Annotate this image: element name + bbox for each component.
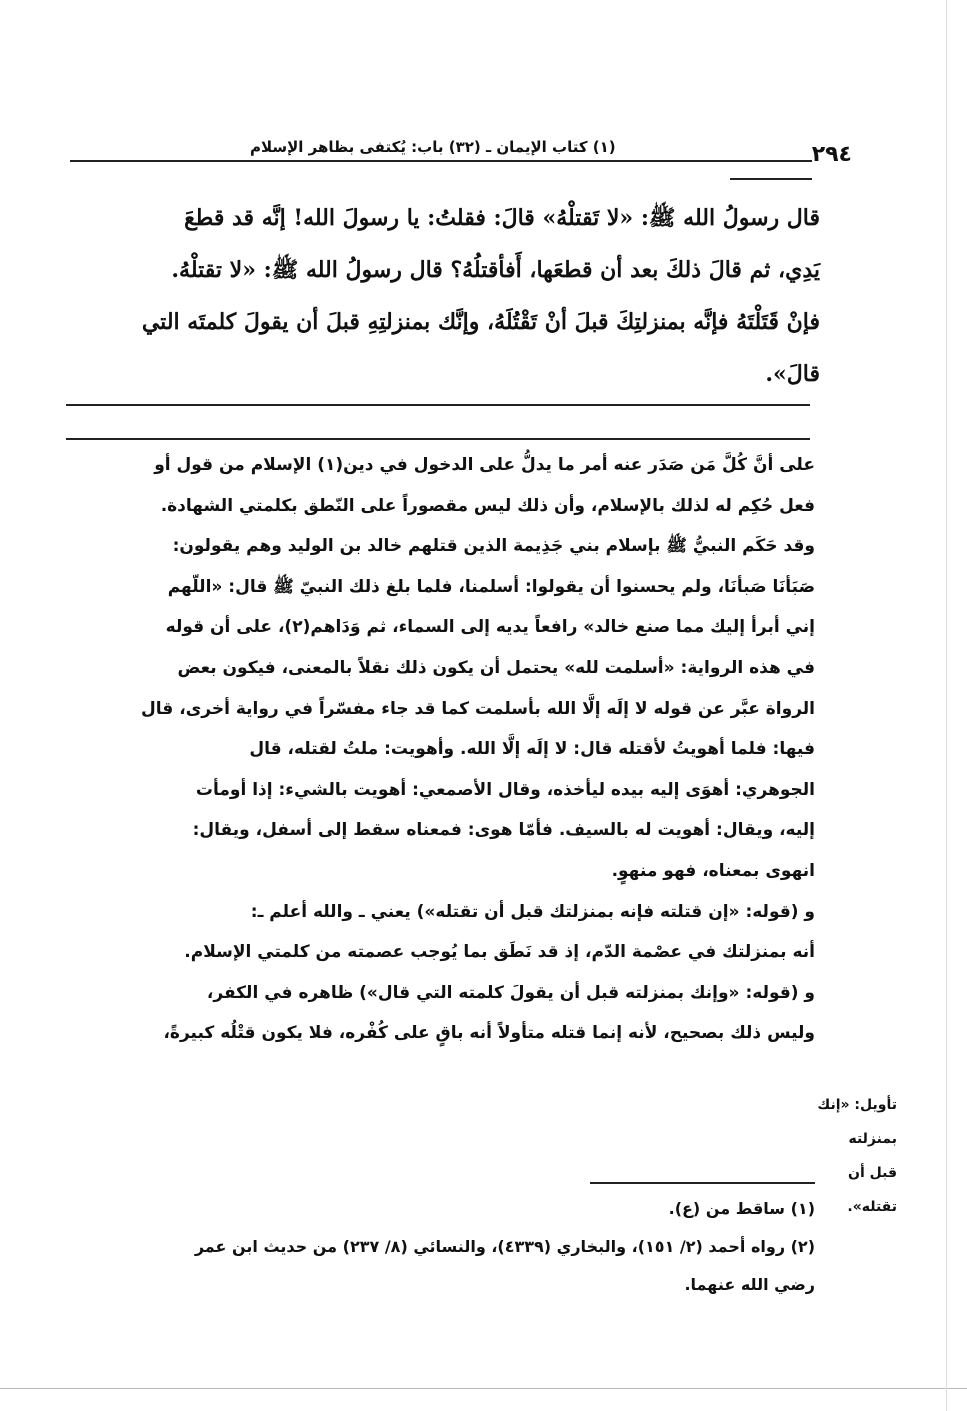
commentary-line: و (قوله: «إن قتلته فإنه بمنزلتك قبل أن تقتله») يعني ـ والله أعلم ـ: [250,901,815,922]
commentary-line: في هذه الرواية: «أسلمت لله» يحتمل أن يكون ذلك نقلاً بالمعنى، فيكون بعض [177,657,815,678]
margin-note-line: بمنزلته قبل أن [848,1131,897,1181]
margin-note-line: تقتله». [847,1199,897,1215]
commentary-line: على أنَّ كُلَّ مَن صَدَر عنه أمر ما يدلُّ على الدخول في دين(١) الإسلام من قول أو [154,455,815,475]
page-number: ٢٩٤ [811,142,852,167]
hadith-line: قال رسولُ الله ﷺ: «لا تَقتلْهُ» قالَ: فقلتُ: يا رسولَ الله! إنَّه قد قطعَ [184,205,820,231]
commentary [35,445,815,1054]
scan-edge-right [946,0,947,1411]
section-divider [66,438,810,440]
commentary-line: فعل حُكِم له لذلك بالإسلام، وأن ذلك ليس مقصوراً على النّطق بكلمتي الشهادة. [160,495,815,516]
commentary-line: وقد حَكَم النبيُّ ﷺ بإسلام بني جَذِيمة الذين قتلهم خالد بن الوليد وهم يقولون: [172,536,815,557]
hadith-line: قالَ». [765,361,820,387]
page-number-underline [730,178,812,180]
running-header [70,138,852,167]
margin-note [817,1088,897,1224]
hadith-text [60,192,820,400]
commentary-line: أنه بمنزلتك في عصْمة الدّم، إذ قد نَطَق بما يُوجب عصمته من كلمتي الإسلام. [184,942,815,963]
commentary-line: صَبَأنَا صَبأنَا، ولم يحسنوا أن يقولوا: أسلمنا، فلما بلغ ذلك النبيّ ﷺ قال: «اللّهم [167,576,815,597]
section-divider [66,404,810,406]
margin-note-line: تأويل: «إنك [817,1097,897,1113]
footnote-1: (١) ساقط من (ع). [668,1199,815,1218]
hadith-line: يَدِي، ثم قالَ ذلكَ بعد أن قطعَها، أَفأقتلُهُ؟ قال رسولُ الله ﷺ: «لا تقتلْهُ. [171,257,820,283]
commentary-line: فيها: فلما أهويتُ لأقتله قال: لا إلَه إلَّا الله. وأهويت: ملتُ لقتله، قال [249,739,815,760]
footnote-2-cont: رضي الله عنهما. [684,1275,815,1294]
commentary-line: الجوهري: أهوَى إليه بيده ليأخذه، وقال الأصمعي: أهويت بالشيء: إذا أومأت [195,779,815,800]
commentary-line: الرواة عبَّر عن قوله لا إلَه إلَّا الله بأسلمت كما قد جاء مفسّراً في رواية أخرى، قال [141,698,815,719]
commentary-line: انهوى بمعناه، فهو منهوٍ. [611,860,815,881]
header-rule [70,160,812,162]
commentary-line: إليه، ويقال: أهويت له بالسيف. فأمّا هوى: فمعناه سقط إلى أسفل، ويقال: [192,820,815,841]
scan-edge [0,1388,967,1389]
hadith-line: فإنْ قَتَلْتَهُ فإنَّه بمنزلتِكَ قبلَ أنْ تَقْتُلَهُ، وإنَّك بمنزلتِهِ قبلَ أن يقولَ كلمتَه التي [141,309,820,335]
footnote-rule [590,1182,815,1184]
header-title: (١) كتاب الإيمان ـ (٣٢) باب: يُكتفى بظاهر الإسلام [250,138,616,156]
footnote-2: (٢) رواه أحمد (٢/ ١٥١)، والبخاري (٤٣٣٩)، والنسائي (٨/ ٢٣٧) من حديث ابن عمر [194,1237,815,1256]
footnotes [40,1190,815,1304]
commentary-line: وليس ذلك بصحيح، لأنه إنما قتله متأولاً أنه باقٍ على كُفْره، فلا يكون قتْلُه كبيرةً، [163,1023,815,1044]
commentary-line: و (قوله: «وإنك بمنزلته قبل أن يقولَ كلمته التي قال») ظاهره في الكفر، [206,982,815,1003]
commentary-line: إني أبرأ إليك مما صنع خالد» رافعاً يديه إلى السماء، ثم وَدَاهم(٢)، على أن قوله [165,617,815,638]
